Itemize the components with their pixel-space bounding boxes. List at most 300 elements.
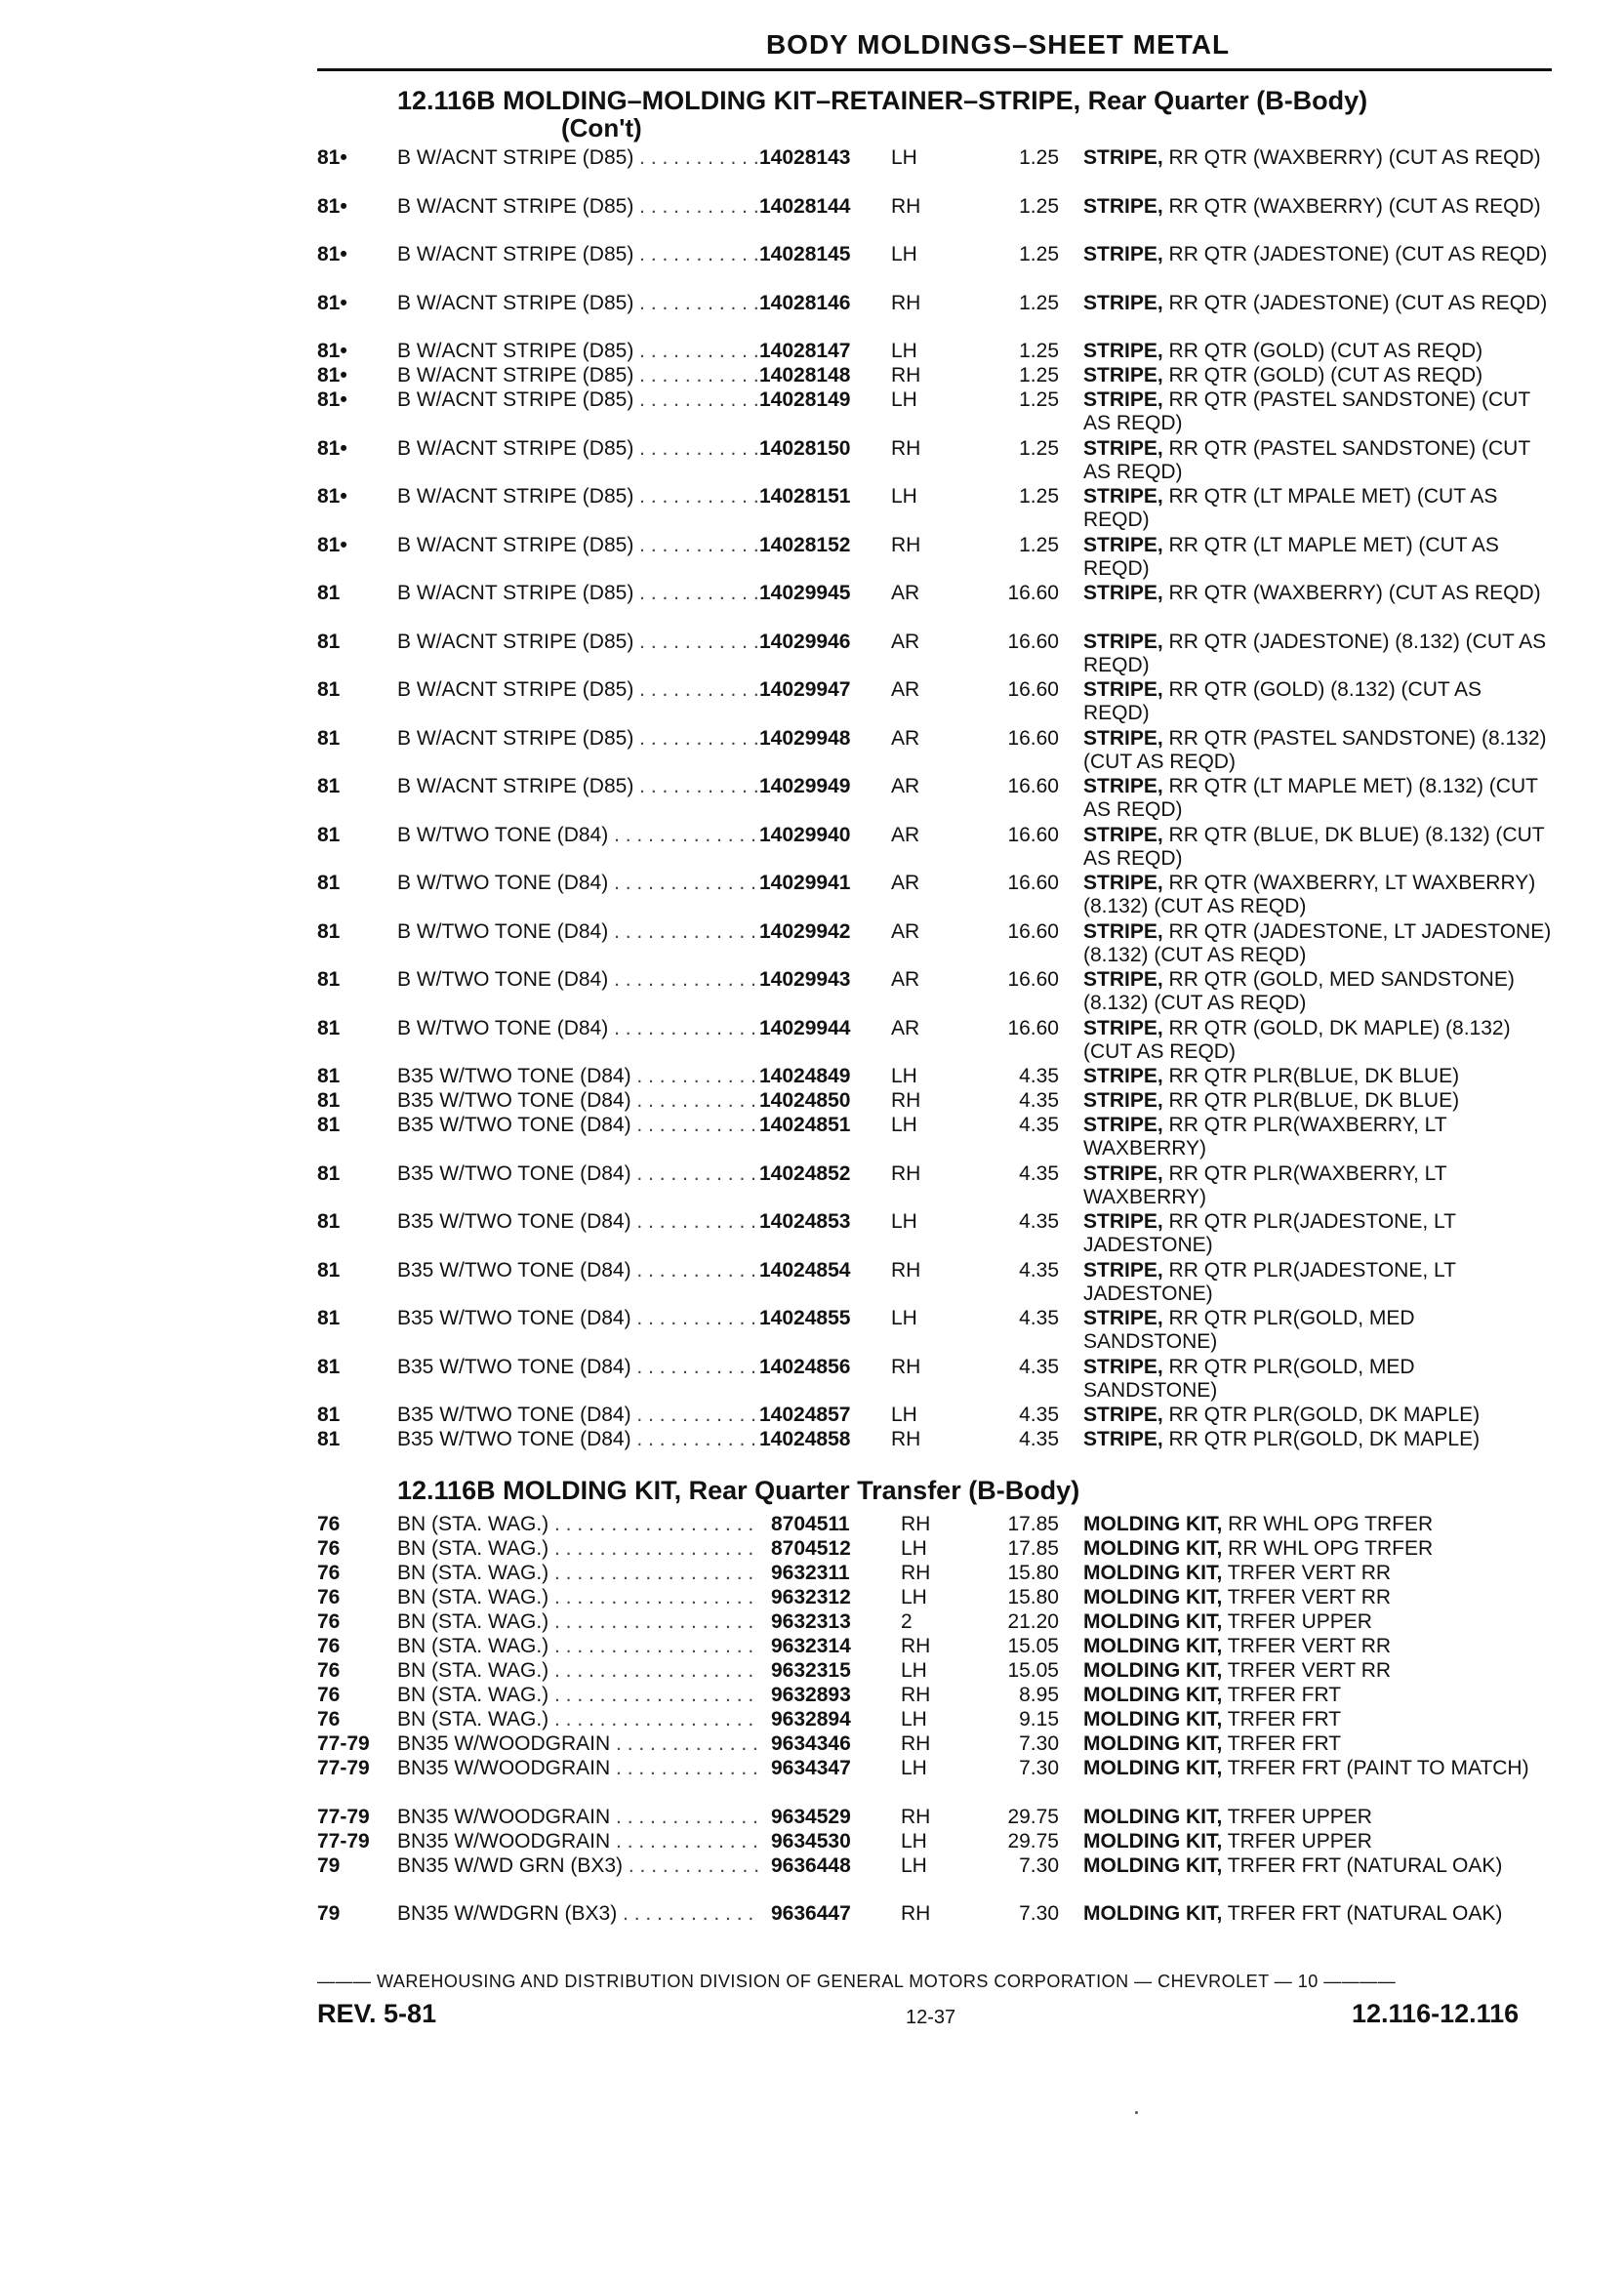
side-cell: LH	[901, 1659, 959, 1683]
parts-row	[317, 437, 1552, 486]
part-number: 14029944	[759, 1017, 891, 1040]
parts-row	[317, 1586, 1552, 1610]
fig-number: 81•	[317, 194, 347, 218]
description-cell	[1083, 1162, 1552, 1209]
model-cell: BN35 W/WOODGRAIN . . .	[397, 1757, 758, 1780]
part-number: 14028149	[759, 388, 891, 412]
model-cell: BN35 W/WOODGRAIN . . .	[397, 1830, 758, 1853]
price-cell: 29.75	[1007, 1805, 1059, 1828]
description-detail: TRFER VERT RR	[1222, 1635, 1392, 1657]
fig-number: 79	[317, 1902, 341, 1925]
side-cell: LH	[901, 1537, 959, 1561]
parts-row	[317, 1659, 1552, 1684]
side-cell: AR	[891, 824, 950, 847]
part-number: 14028143	[759, 146, 891, 170]
price-cell: 4.35	[1019, 1404, 1059, 1426]
price-cell: 4.35	[1019, 1307, 1059, 1329]
fig-number: 81	[317, 1089, 341, 1112]
description-cell	[1083, 582, 1552, 605]
price-cell: 16.60	[1007, 726, 1059, 750]
parts-row	[317, 388, 1552, 437]
side-cell: RH	[901, 1513, 959, 1536]
part-number: 14029947	[759, 678, 891, 702]
description-detail: TRFER UPPER	[1222, 1805, 1372, 1828]
description-noun: STRIPE,	[1083, 364, 1163, 387]
description-noun: STRIPE,	[1083, 1258, 1163, 1282]
part-number: 9636448	[771, 1854, 903, 1878]
part-number: 9632315	[771, 1659, 903, 1683]
description-cell	[1083, 678, 1552, 725]
transfer-parts-list	[317, 1513, 1552, 1927]
description-cell	[1083, 340, 1552, 363]
description-detail: TRFER UPPER	[1222, 1829, 1372, 1852]
description-detail: RR QTR (JADESTONE, LT JADESTONE) (8.132) (CUT AS REQD)	[1083, 919, 1552, 966]
part-number: 14029948	[759, 727, 891, 751]
description-noun: MOLDING KIT,	[1083, 1853, 1223, 1877]
description-cell	[1083, 727, 1552, 774]
model-cell: B W/ACNT STRIPE (D85) . . .	[397, 195, 758, 219]
fig-number: 76	[317, 1708, 341, 1730]
parts-row	[317, 1830, 1552, 1854]
description-cell	[1083, 1428, 1552, 1451]
part-number: 14024852	[759, 1162, 891, 1186]
price-cell: 4.35	[1019, 1210, 1059, 1233]
part-number: 14028150	[759, 437, 891, 461]
model-cell: BN (STA. WAG.) . . .	[397, 1513, 758, 1536]
description-noun: STRIPE,	[1083, 243, 1163, 265]
fig-number: 81	[317, 630, 341, 653]
side-cell: RH	[891, 1428, 950, 1451]
price-cell: 4.35	[1019, 1355, 1059, 1378]
side-cell: 2	[901, 1610, 959, 1634]
description-detail: RR QTR PLR(GOLD, MED SANDSTONE)	[1083, 1355, 1415, 1402]
fig-number: 81•	[317, 146, 347, 169]
fig-number: 81	[317, 1355, 341, 1378]
model-cell: BN35 W/WDGRN (BX3) . . .	[397, 1902, 758, 1926]
parts-row	[317, 1162, 1552, 1211]
parts-row	[317, 534, 1552, 583]
fig-number: 81	[317, 1428, 341, 1450]
description-detail: TRFER VERT RR	[1222, 1586, 1392, 1608]
description-noun: STRIPE,	[1083, 1016, 1163, 1039]
price-cell: 1.25	[1019, 533, 1059, 556]
parts-row	[317, 727, 1552, 776]
description-detail: RR QTR (BLUE, DK BLUE) (8.132) (CUT AS REQD)	[1083, 823, 1545, 870]
fig-number: 81	[317, 1016, 341, 1039]
parts-row	[317, 340, 1552, 364]
parts-row	[317, 1806, 1552, 1830]
page-title: BODY MOLDINGS–SHEET METAL	[765, 29, 1231, 60]
price-cell: 21.20	[1007, 1610, 1059, 1633]
fig-number: 81	[317, 1161, 341, 1185]
description-cell	[1083, 1513, 1552, 1536]
description-detail: RR QTR (PASTEL SANDSTONE) (CUT AS REQD)	[1083, 388, 1530, 434]
side-cell: LH	[891, 243, 950, 266]
description-detail: TRFER FRT	[1222, 1708, 1342, 1730]
fig-number: 81•	[317, 340, 347, 362]
description-noun: STRIPE,	[1083, 533, 1163, 556]
price-cell: 4.35	[1019, 1428, 1059, 1450]
model-cell: B W/ACNT STRIPE (D85) . . .	[397, 582, 758, 605]
part-number: 14024849	[759, 1065, 891, 1088]
price-cell: 4.35	[1019, 1089, 1059, 1112]
parts-row	[317, 1114, 1552, 1162]
model-cell: BN (STA. WAG.) . . .	[397, 1562, 758, 1585]
description-cell	[1083, 292, 1552, 315]
description-detail: RR QTR (GOLD) (8.132) (CUT AS REQD)	[1083, 678, 1482, 724]
model-cell: BN (STA. WAG.) . . .	[397, 1659, 758, 1683]
price-cell: 16.60	[1007, 678, 1059, 701]
parts-row	[317, 1307, 1552, 1356]
part-number: 14029949	[759, 775, 891, 798]
part-number: 14028148	[759, 364, 891, 387]
parts-row	[317, 1356, 1552, 1405]
price-cell: 15.05	[1007, 1659, 1059, 1682]
model-cell: B W/TWO TONE (D84) . . .	[397, 1017, 758, 1040]
description-detail: RR QTR (GOLD) (CUT AS REQD)	[1162, 364, 1483, 387]
part-number: 9634346	[771, 1732, 903, 1756]
side-cell: RH	[891, 534, 950, 557]
fig-number: 81	[317, 968, 341, 991]
scan-speck	[1135, 2111, 1138, 2114]
fig-number: 76	[317, 1635, 341, 1657]
description-cell	[1083, 1356, 1552, 1403]
model-cell: B35 W/TWO TONE (D84) . . .	[397, 1356, 758, 1379]
description-detail: RR QTR PLR(WAXBERRY, LT WAXBERRY)	[1083, 1114, 1447, 1160]
side-cell: LH	[891, 1307, 950, 1330]
model-cell: B W/ACNT STRIPE (D85) . . .	[397, 340, 758, 363]
side-cell: LH	[891, 340, 950, 363]
model-cell: BN (STA. WAG.) . . .	[397, 1586, 758, 1609]
description-cell	[1083, 195, 1552, 219]
header-rule	[317, 68, 1552, 71]
description-detail: RR QTR PLR(GOLD, MED SANDSTONE)	[1083, 1307, 1415, 1353]
price-cell: 1.25	[1019, 146, 1059, 169]
side-cell: LH	[891, 1114, 950, 1137]
fig-number: 81•	[317, 485, 347, 508]
part-number: 9632894	[771, 1708, 903, 1731]
description-detail: TRFER UPPER	[1222, 1610, 1372, 1633]
fig-number: 79	[317, 1853, 341, 1877]
price-cell: 17.85	[1007, 1513, 1059, 1535]
description-detail: TRFER FRT (PAINT TO MATCH)	[1222, 1757, 1529, 1779]
description-detail: RR QTR PLR(BLUE, DK BLUE)	[1162, 1089, 1460, 1112]
description-noun: STRIPE,	[1083, 291, 1163, 314]
side-cell: RH	[891, 437, 950, 461]
description-cell	[1083, 1732, 1552, 1756]
side-cell: RH	[901, 1562, 959, 1585]
description-detail: RR QTR PLR(JADESTONE, LT JADESTONE)	[1083, 1258, 1456, 1305]
description-noun: STRIPE,	[1083, 1355, 1163, 1378]
description-noun: MOLDING KIT,	[1083, 1586, 1223, 1608]
description-cell	[1083, 1089, 1552, 1113]
description-noun: STRIPE,	[1083, 340, 1163, 362]
price-cell: 4.35	[1019, 1065, 1059, 1087]
model-cell: B35 W/TWO TONE (D84) . . .	[397, 1428, 758, 1451]
side-cell: LH	[901, 1708, 959, 1731]
parts-row	[317, 1017, 1552, 1066]
fig-number: 81	[317, 1258, 341, 1282]
model-cell: B W/ACNT STRIPE (D85) . . .	[397, 243, 758, 266]
part-number: 9634530	[771, 1830, 903, 1853]
part-number: 14024854	[759, 1259, 891, 1282]
description-cell	[1083, 364, 1552, 387]
part-number: 14029942	[759, 920, 891, 944]
fig-number: 76	[317, 1513, 341, 1535]
description-noun: MOLDING KIT,	[1083, 1537, 1223, 1560]
side-cell: RH	[891, 195, 950, 219]
parts-row	[317, 1259, 1552, 1308]
side-cell: RH	[901, 1806, 959, 1829]
description-detail: RR QTR (GOLD) (CUT AS REQD)	[1162, 340, 1483, 362]
description-cell	[1083, 1610, 1552, 1634]
price-cell: 1.25	[1019, 436, 1059, 460]
section-title-stripe: 12.116B MOLDING–MOLDING KIT–RETAINER–STRIPE, Rear Quarter (B-Body)	[397, 86, 1368, 115]
model-cell: B W/ACNT STRIPE (D85) . . .	[397, 775, 758, 798]
fig-number: 81•	[317, 388, 347, 411]
fig-number: 81	[317, 678, 341, 701]
fig-number: 81	[317, 1065, 341, 1087]
parts-row	[317, 824, 1552, 873]
description-noun: STRIPE,	[1083, 1065, 1163, 1087]
part-number: 14029943	[759, 968, 891, 992]
parts-row	[317, 1513, 1552, 1537]
footer-page-number: 12-37	[906, 2007, 956, 2028]
description-detail: RR WHL OPG TRFER	[1222, 1513, 1434, 1535]
side-cell: AR	[891, 872, 950, 895]
parts-row	[317, 292, 1552, 341]
description-detail: RR QTR PLR(GOLD, DK MAPLE)	[1162, 1404, 1481, 1426]
description-noun: MOLDING KIT,	[1083, 1708, 1223, 1730]
fig-number: 81	[317, 775, 341, 797]
side-cell: RH	[891, 364, 950, 387]
price-cell: 29.75	[1007, 1829, 1059, 1852]
parts-row	[317, 1428, 1552, 1452]
description-noun: MOLDING KIT,	[1083, 1610, 1223, 1633]
part-number: 14024857	[759, 1404, 891, 1427]
description-noun: STRIPE,	[1083, 919, 1163, 943]
fig-number: 81	[317, 1114, 341, 1136]
description-noun: MOLDING KIT,	[1083, 1684, 1223, 1706]
parts-row	[317, 1902, 1552, 1927]
description-noun: MOLDING KIT,	[1083, 1757, 1223, 1779]
description-cell	[1083, 534, 1552, 581]
model-cell: B35 W/TWO TONE (D84) . . .	[397, 1404, 758, 1427]
description-noun: STRIPE,	[1083, 726, 1163, 750]
model-cell: BN (STA. WAG.) . . .	[397, 1537, 758, 1561]
side-cell: LH	[891, 485, 950, 509]
description-cell	[1083, 146, 1552, 170]
description-detail: RR QTR (JADESTONE) (CUT AS REQD)	[1162, 291, 1548, 314]
fig-number: 81•	[317, 436, 347, 460]
side-cell: LH	[891, 388, 950, 412]
side-cell: RH	[891, 1162, 950, 1186]
description-cell	[1083, 1830, 1552, 1853]
description-detail: RR QTR PLR(BLUE, DK BLUE)	[1162, 1065, 1460, 1087]
part-number: 14024858	[759, 1428, 891, 1451]
description-cell	[1083, 388, 1552, 435]
side-cell: LH	[901, 1757, 959, 1780]
description-cell	[1083, 1684, 1552, 1707]
price-cell: 16.60	[1007, 823, 1059, 846]
side-cell: AR	[891, 582, 950, 605]
description-cell	[1083, 1114, 1552, 1160]
part-number: 9632893	[771, 1684, 903, 1707]
description-cell	[1083, 1708, 1552, 1731]
part-number: 14029945	[759, 582, 891, 605]
side-cell: AR	[891, 775, 950, 798]
price-cell: 15.80	[1007, 1586, 1059, 1608]
fig-number: 81•	[317, 533, 347, 556]
description-detail: RR QTR (GOLD, DK MAPLE) (8.132) (CUT AS REQD)	[1083, 1016, 1511, 1063]
side-cell: RH	[891, 1356, 950, 1379]
parts-row	[317, 1404, 1552, 1428]
parts-row	[317, 1708, 1552, 1732]
description-noun: STRIPE,	[1083, 1210, 1163, 1233]
description-noun: STRIPE,	[1083, 1114, 1163, 1136]
footer-revision: REV. 5-81	[317, 1999, 437, 2028]
model-cell: B W/ACNT STRIPE (D85) . . .	[397, 678, 758, 702]
side-cell: AR	[891, 1017, 950, 1040]
price-cell: 16.60	[1007, 775, 1059, 797]
side-cell: LH	[901, 1586, 959, 1609]
price-cell: 7.30	[1019, 1853, 1059, 1877]
description-noun: STRIPE,	[1083, 968, 1163, 991]
parts-row	[317, 872, 1552, 920]
description-noun: MOLDING KIT,	[1083, 1805, 1223, 1828]
price-cell: 1.25	[1019, 388, 1059, 411]
description-noun: STRIPE,	[1083, 678, 1163, 701]
description-detail: RR QTR (LT MPALE MET) (CUT AS REQD)	[1083, 485, 1498, 531]
part-number: 9632313	[771, 1610, 903, 1634]
description-noun: MOLDING KIT,	[1083, 1562, 1223, 1584]
side-cell: LH	[901, 1830, 959, 1853]
model-cell: B35 W/TWO TONE (D84) . . .	[397, 1089, 758, 1113]
model-cell: B W/ACNT STRIPE (D85) . . .	[397, 631, 758, 654]
price-cell: 1.25	[1019, 194, 1059, 218]
model-cell: BN35 W/WOODGRAIN . . .	[397, 1806, 758, 1829]
description-detail: RR QTR (WAXBERRY) (CUT AS REQD)	[1162, 146, 1541, 169]
description-cell	[1083, 1562, 1552, 1585]
parts-row	[317, 1854, 1552, 1903]
price-cell: 15.05	[1007, 1635, 1059, 1657]
description-noun: MOLDING KIT,	[1083, 1635, 1223, 1657]
part-number: 14028152	[759, 534, 891, 557]
side-cell: AR	[891, 727, 950, 751]
model-cell: B W/ACNT STRIPE (D85) . . .	[397, 292, 758, 315]
description-detail: RR QTR (PASTEL SANDSTONE) (8.132) (CUT AS REQD)	[1083, 726, 1547, 773]
description-detail: TRFER FRT	[1222, 1684, 1342, 1706]
part-number: 9632314	[771, 1635, 903, 1658]
side-cell: RH	[891, 1089, 950, 1113]
description-cell	[1083, 1307, 1552, 1354]
side-cell: LH	[891, 1210, 950, 1234]
model-cell: BN35 W/WD GRN (BX3) . . .	[397, 1854, 758, 1878]
parts-row	[317, 1635, 1552, 1659]
description-cell	[1083, 1017, 1552, 1064]
part-number: 9636447	[771, 1902, 903, 1926]
description-cell	[1083, 1404, 1552, 1427]
model-cell: BN (STA. WAG.) . . .	[397, 1610, 758, 1634]
model-cell: B35 W/TWO TONE (D84) . . .	[397, 1065, 758, 1088]
parts-row	[317, 364, 1552, 388]
fig-number: 81•	[317, 364, 347, 387]
description-noun: STRIPE,	[1083, 1428, 1163, 1450]
description-cell	[1083, 437, 1552, 484]
part-number: 14028147	[759, 340, 891, 363]
side-cell: RH	[901, 1684, 959, 1707]
description-detail: TRFER FRT (NATURAL OAK)	[1222, 1853, 1503, 1877]
description-noun: STRIPE,	[1083, 1089, 1163, 1112]
part-number: 14028146	[759, 292, 891, 315]
model-cell: B W/TWO TONE (D84) . . .	[397, 920, 758, 944]
fig-number: 77-79	[317, 1757, 370, 1779]
side-cell: LH	[891, 1065, 950, 1088]
description-detail: TRFER FRT (NATURAL OAK)	[1222, 1902, 1503, 1925]
fig-number: 77-79	[317, 1829, 370, 1852]
model-cell: B W/TWO TONE (D84) . . .	[397, 872, 758, 895]
price-cell: 16.60	[1007, 872, 1059, 894]
model-cell: B35 W/TWO TONE (D84) . . .	[397, 1307, 758, 1330]
fig-number: 76	[317, 1537, 341, 1560]
part-number: 14028144	[759, 195, 891, 219]
model-cell: B35 W/TWO TONE (D84) . . .	[397, 1114, 758, 1137]
description-cell	[1083, 872, 1552, 918]
fig-number: 76	[317, 1562, 341, 1584]
price-cell: 4.35	[1019, 1161, 1059, 1185]
fig-number: 77-79	[317, 1732, 370, 1755]
description-cell	[1083, 1757, 1552, 1780]
fig-number: 81	[317, 919, 341, 943]
fig-number: 81•	[317, 243, 347, 265]
side-cell: LH	[891, 146, 950, 170]
description-noun: STRIPE,	[1083, 1404, 1163, 1426]
description-noun: STRIPE,	[1083, 388, 1163, 411]
description-noun: STRIPE,	[1083, 485, 1163, 508]
parts-row	[317, 1757, 1552, 1806]
model-cell: B35 W/TWO TONE (D84) . . .	[397, 1162, 758, 1186]
fig-number: 81	[317, 823, 341, 846]
description-noun: STRIPE,	[1083, 872, 1163, 894]
fig-number: 81•	[317, 291, 347, 314]
description-cell	[1083, 775, 1552, 822]
description-noun: MOLDING KIT,	[1083, 1902, 1223, 1925]
description-noun: STRIPE,	[1083, 1307, 1163, 1329]
side-cell: AR	[891, 968, 950, 992]
description-noun: MOLDING KIT,	[1083, 1513, 1223, 1535]
description-cell	[1083, 920, 1552, 967]
description-cell	[1083, 485, 1552, 532]
side-cell: AR	[891, 678, 950, 702]
description-cell	[1083, 1854, 1552, 1878]
description-detail: RR QTR PLR(WAXBERRY, LT WAXBERRY)	[1083, 1161, 1447, 1208]
section-title-transfer: 12.116B MOLDING KIT, Rear Quarter Transfer (B-Body)	[397, 1476, 1080, 1505]
fig-number: 81	[317, 872, 341, 894]
description-detail: RR QTR PLR(GOLD, DK MAPLE)	[1162, 1428, 1481, 1450]
description-cell	[1083, 631, 1552, 677]
description-cell	[1083, 1210, 1552, 1257]
price-cell: 1.25	[1019, 340, 1059, 362]
side-cell: RH	[901, 1732, 959, 1756]
price-cell: 17.85	[1007, 1537, 1059, 1560]
description-cell	[1083, 1659, 1552, 1683]
price-cell: 4.35	[1019, 1258, 1059, 1282]
description-cell	[1083, 1635, 1552, 1658]
price-cell: 16.60	[1007, 968, 1059, 991]
description-noun: STRIPE,	[1083, 1161, 1163, 1185]
description-detail: RR QTR (LT MAPLE MET) (8.132) (CUT AS REQD)	[1083, 775, 1538, 821]
price-cell: 16.60	[1007, 919, 1059, 943]
